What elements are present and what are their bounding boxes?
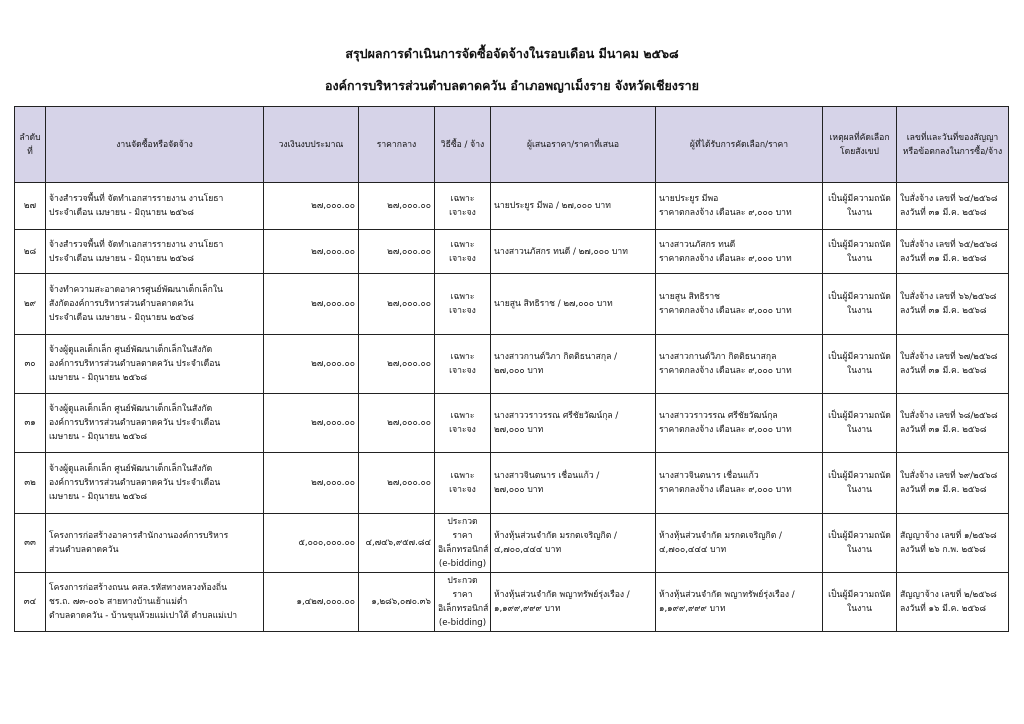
- cell-budget: ๒๗,๐๐๐.๐๐: [264, 274, 359, 335]
- cell-bidder: ห้างหุ้นส่วนจำกัด มรกตเจริญกิต / ๔,๗๐๐,๔๔๔ บาท: [491, 514, 656, 573]
- cell-contract: ใบสั่งจ้าง เลขที่ ๖๔/๒๕๖๘ ลงวันที่ ๓๑ มี.ค. ๒๕๖๘: [897, 183, 1009, 230]
- header-no: ลำดับที่: [15, 107, 46, 183]
- cell-bidder: นางสาวนภัสกร ทนดี / ๒๗,๐๐๐ บาท: [491, 230, 656, 274]
- cell-method: เฉพาะเจาะจง: [435, 274, 491, 335]
- cell-reason: เป็นผู้มีความถนัด ในงาน: [823, 230, 897, 274]
- cell-method: ประกวดราคา อิเล็กทรอนิกส์ (e-bidding): [435, 573, 491, 632]
- cell-budget: ๒๗,๐๐๐.๐๐: [264, 394, 359, 453]
- cell-reason: เป็นผู้มีความถนัด ในงาน: [823, 335, 897, 394]
- cell-work: โครงการก่อสร้างอาคารสำนักงานองค์การบริหาร ส่วนตำบลตาดควัน: [46, 514, 264, 573]
- cell-budget: ๒๗,๐๐๐.๐๐: [264, 183, 359, 230]
- cell-method: เฉพาะเจาะจง: [435, 230, 491, 274]
- header-contract: เลขที่และวันที่ของสัญญา หรือข้อตกลงในการซื้อ/จ้าง: [897, 107, 1009, 183]
- cell-work: จ้างสำรวจพื้นที่ จัดทำเอกสารรายงาน งานโยธา ประจำเดือน เมษายน - มิถุนายน ๒๕๖๘: [46, 183, 264, 230]
- table-row: [15, 183, 1009, 230]
- cell-bidder: นางสาวจินตนาร เชื่อนแก้ว / ๒๗,๐๐๐ บาท: [491, 453, 656, 514]
- header-work: งานจัดซื้อหรือจัดจ้าง: [46, 107, 264, 183]
- cell-no: ๓๑: [15, 394, 46, 453]
- cell-median-price: ๑,๒๘๖,๐๗๐.๓๖: [359, 573, 435, 632]
- header-median-price: ราคากลาง: [359, 107, 435, 183]
- cell-bidder: นางสาวกานต์วิภา กิตติธนาสกุล / ๒๗,๐๐๐ บาท: [491, 335, 656, 394]
- cell-work: โครงการก่อสร้างถนน คสล.รหัสทางหลวงท้องถิ่น ชร.ถ. ๗๓-๐๐๖ สายทางบ้านเย้าแม่ต่ำ ตำบลตาดควัน - บ้านขุนห้วยแม่เปาใต้ ตำบลแม่เปา: [46, 573, 264, 632]
- cell-method: เฉพาะเจาะจง: [435, 394, 491, 453]
- cell-median-price: ๒๗,๐๐๐.๐๐: [359, 274, 435, 335]
- cell-reason: เป็นผู้มีความถนัด ในงาน: [823, 573, 897, 632]
- cell-work: จ้างผู้ดูแลเด็กเล็ก ศูนย์พัฒนาเด็กเล็กในสังกัด องค์การบริหารส่วนตำบลตาดควัน ประจำเดือน เมษายน - มิถุนายน ๒๕๖๘: [46, 453, 264, 514]
- cell-method: เฉพาะเจาะจง: [435, 183, 491, 230]
- header-bidder: ผู้เสนอราคา/ราคาที่เสนอ: [491, 107, 656, 183]
- cell-winner: ห้างหุ้นส่วนจำกัด พญาทรัพย์รุ่งเรือง / ๑,๑๙๙,๙๙๙ บาท: [656, 573, 823, 632]
- cell-bidder: นางสาววราวรรณ ศรีชัยวัฒน์กุล / ๒๗,๐๐๐ บาท: [491, 394, 656, 453]
- header-method: วิธีซื้อ / จ้าง: [435, 107, 491, 183]
- header-reason: เหตุผลที่คัดเลือก โดยสังเขป: [823, 107, 897, 183]
- cell-median-price: ๒๗,๐๐๐.๐๐: [359, 453, 435, 514]
- header-budget: วงเงินงบประมาณ: [264, 107, 359, 183]
- cell-winner: นางสาวกานต์วิภา กิตติธนาสกุล ราคาตกลงจ้าง เดือนละ ๙,๐๐๐ บาท: [656, 335, 823, 394]
- cell-no: ๓๐: [15, 335, 46, 394]
- cell-no: ๓๒: [15, 453, 46, 514]
- cell-budget: ๒๗,๐๐๐.๐๐: [264, 335, 359, 394]
- cell-winner: นางสาววราวรรณ ศรีชัยวัฒน์กุล ราคาตกลงจ้าง เดือนละ ๙,๐๐๐ บาท: [656, 394, 823, 453]
- cell-contract: สัญญาจ้าง เลขที่ ๑/๒๕๖๘ ลงวันที่ ๒๖ ก.พ. ๒๕๖๘: [897, 514, 1009, 573]
- cell-reason: เป็นผู้มีความถนัด ในงาน: [823, 453, 897, 514]
- table-row: [15, 335, 1009, 394]
- cell-median-price: ๒๗,๐๐๐.๐๐: [359, 394, 435, 453]
- header-winner: ผู้ที่ได้รับการคัดเลือก/ราคา: [656, 107, 823, 183]
- cell-budget: ๒๗,๐๐๐.๐๐: [264, 453, 359, 514]
- cell-contract: ใบสั่งจ้าง เลขที่ ๖๖/๒๕๖๘ ลงวันที่ ๓๑ มี.ค. ๒๕๖๘: [897, 274, 1009, 335]
- cell-contract: ใบสั่งจ้าง เลขที่ ๖๙/๒๕๖๘ ลงวันที่ ๓๑ มี.ค. ๒๕๖๘: [897, 453, 1009, 514]
- cell-bidder: นายประยูร มีพอ / ๒๗,๐๐๐ บาท: [491, 183, 656, 230]
- table-row: [15, 230, 1009, 274]
- cell-reason: เป็นผู้มีความถนัด ในงาน: [823, 183, 897, 230]
- cell-contract: ใบสั่งจ้าง เลขที่ ๖๘/๒๕๖๘ ลงวันที่ ๓๑ มี.ค. ๒๕๖๘: [897, 394, 1009, 453]
- table-row: [15, 453, 1009, 514]
- table-row: [15, 394, 1009, 453]
- cell-contract: ใบสั่งจ้าง เลขที่ ๖๗/๒๕๖๘ ลงวันที่ ๓๑ มี.ค. ๒๕๖๘: [897, 335, 1009, 394]
- table-row: [15, 573, 1009, 632]
- cell-winner: นายสูน สิทธิราช ราคาตกลงจ้าง เดือนละ ๙,๐๐๐ บาท: [656, 274, 823, 335]
- cell-winner: นางสาวนภัสกร ทนดี ราคาตกลงจ้าง เดือนละ ๙,๐๐๐ บาท: [656, 230, 823, 274]
- cell-bidder: ห้างหุ้นส่วนจำกัด พญาทรัพย์รุ่งเรือง / ๑,๑๙๙,๙๙๙ บาท: [491, 573, 656, 632]
- cell-winner: นางสาวจินตนาร เชื่อนแก้ว ราคาตกลงจ้าง เดือนละ ๙,๐๐๐ บาท: [656, 453, 823, 514]
- cell-median-price: ๒๗,๐๐๐.๐๐: [359, 335, 435, 394]
- cell-work: จ้างผู้ดูแลเด็กเล็ก ศูนย์พัฒนาเด็กเล็กในสังกัด องค์การบริหารส่วนตำบลตาดควัน ประจำเดือน เมษายน - มิถุนายน ๒๕๖๘: [46, 394, 264, 453]
- procurement-table: [14, 106, 1009, 632]
- cell-median-price: ๒๗,๐๐๐.๐๐: [359, 230, 435, 274]
- cell-winner: ห้างหุ้นส่วนจำกัด มรกตเจริญกิต / ๔,๗๐๐,๔๔๔ บาท: [656, 514, 823, 573]
- table-row: [15, 514, 1009, 573]
- cell-work: จ้างทำความสะอาดอาคารศูนย์พัฒนาเด็กเล็กใน สังกัดองค์การบริหารส่วนตำบลตาดควัน ประจำเดือน เมษายน - มิถุนายน ๒๕๖๘: [46, 274, 264, 335]
- cell-work: จ้างสำรวจพื้นที่ จัดทำเอกสารรายงาน งานโยธา ประจำเดือน เมษายน - มิถุนายน ๒๕๖๘: [46, 230, 264, 274]
- table-row: [15, 274, 1009, 335]
- cell-median-price: ๒๗,๐๐๐.๐๐: [359, 183, 435, 230]
- cell-no: ๓๔: [15, 573, 46, 632]
- cell-no: ๒๘: [15, 230, 46, 274]
- cell-reason: เป็นผู้มีความถนัด ในงาน: [823, 274, 897, 335]
- cell-no: ๓๓: [15, 514, 46, 573]
- cell-reason: เป็นผู้มีความถนัด ในงาน: [823, 394, 897, 453]
- cell-no: ๒๗: [15, 183, 46, 230]
- cell-reason: เป็นผู้มีความถนัด ในงาน: [823, 514, 897, 573]
- cell-method: เฉพาะเจาะจง: [435, 453, 491, 514]
- cell-contract: ใบสั่งจ้าง เลขที่ ๖๕/๒๕๖๘ ลงวันที่ ๓๑ มี.ค. ๒๕๖๘: [897, 230, 1009, 274]
- cell-budget: ๒๗,๐๐๐.๐๐: [264, 230, 359, 274]
- cell-method: ประกวดราคา อิเล็กทรอนิกส์ (e-bidding): [435, 514, 491, 573]
- cell-no: ๒๙: [15, 274, 46, 335]
- cell-bidder: นายสูน สิทธิราช / ๒๗,๐๐๐ บาท: [491, 274, 656, 335]
- document-subtitle: องค์การบริหารส่วนตำบลตาดควัน อำเภอพญาเม็งราย จังหวัดเชียงราย: [325, 78, 699, 93]
- cell-method: เฉพาะเจาะจง: [435, 335, 491, 394]
- table-header-row: [15, 107, 1009, 183]
- cell-work: จ้างผู้ดูแลเด็กเล็ก ศูนย์พัฒนาเด็กเล็กในสังกัด องค์การบริหารส่วนตำบลตาดควัน ประจำเดือน เมษายน - มิถุนายน ๒๕๖๘: [46, 335, 264, 394]
- cell-contract: สัญญาจ้าง เลขที่ ๒/๒๕๖๘ ลงวันที่ ๑๖ มี.ค. ๒๕๖๘: [897, 573, 1009, 632]
- cell-budget: ๑,๔๒๗,๐๐๐.๐๐: [264, 573, 359, 632]
- cell-winner: นายประยูร มีพอ ราคาตกลงจ้าง เดือนละ ๙,๐๐๐ บาท: [656, 183, 823, 230]
- document-title: สรุปผลการดำเนินการจัดซื้อจัดจ้างในรอบเดือน มีนาคม ๒๕๖๘: [345, 46, 679, 61]
- cell-budget: ๕,๐๐๐,๐๐๐.๐๐: [264, 514, 359, 573]
- cell-median-price: ๔,๗๔๖,๙๕๗.๘๔: [359, 514, 435, 573]
